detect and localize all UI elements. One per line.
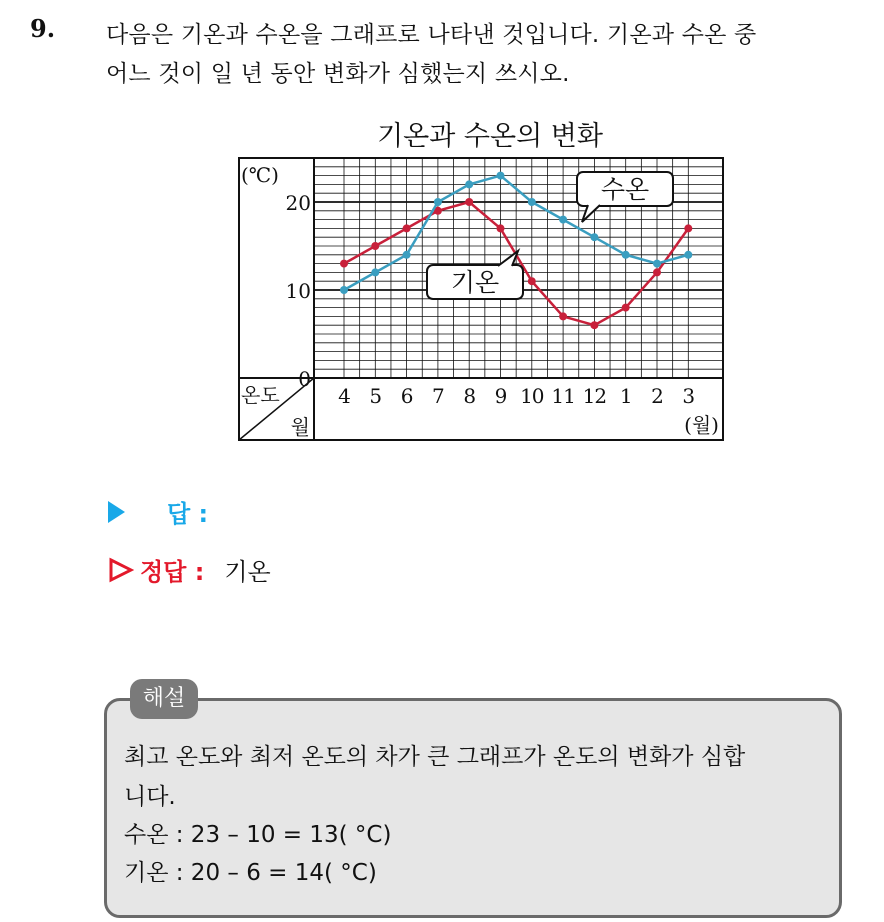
explanation-tag: 해설 [130, 679, 198, 719]
data-point [371, 242, 379, 250]
data-point [653, 260, 661, 268]
data-point [497, 224, 505, 232]
data-point [559, 312, 567, 320]
data-point [653, 268, 661, 276]
data-point [434, 198, 442, 206]
data-point [590, 233, 598, 241]
data-point [403, 224, 411, 232]
data-point [528, 277, 536, 285]
corner-label-bottom: 월 [290, 415, 310, 439]
data-point [465, 198, 473, 206]
correct-answer-row [108, 552, 271, 587]
data-point [340, 286, 348, 294]
x-axis-unit: (월) [684, 413, 719, 437]
corner-label-top: 온도 [241, 383, 280, 407]
x-tick-label: 9 [494, 384, 507, 408]
data-point [371, 268, 379, 276]
explanation-line1: 최고 온도와 최저 온도의 차가 큰 그래프가 온도의 변화가 심합 [124, 744, 746, 770]
data-point [559, 216, 567, 224]
x-tick-label: 3 [682, 384, 695, 408]
chart-title: 기온과 수온의 변화 [377, 121, 603, 152]
correct-answer-value: 기온 [224, 558, 271, 586]
y-axis-unit: (℃) [241, 163, 279, 187]
data-point [622, 251, 630, 259]
answer-row [108, 494, 208, 529]
x-tick-label: 12 [582, 384, 607, 408]
data-point [622, 304, 630, 312]
y-tick-label: 10 [285, 279, 311, 303]
x-tick-label: 8 [463, 384, 476, 408]
x-tick-label: 5 [369, 384, 382, 408]
x-tick-label: 6 [400, 384, 413, 408]
data-point [340, 260, 348, 268]
x-tick-label: 2 [651, 384, 663, 408]
data-point [590, 321, 598, 329]
explanation-line2: 니다. [124, 784, 176, 810]
explanation-line3: 수온 : 23 – 10 = 13( °C) [124, 822, 392, 848]
question-number: 9. [30, 14, 56, 43]
chart-callouts [427, 172, 673, 299]
y-tick-label: 0 [298, 367, 311, 391]
temperature-line-chart [230, 150, 730, 446]
data-point [684, 224, 692, 232]
water-temp-label: 수온 [600, 175, 650, 204]
outline-arrow-icon [108, 557, 134, 583]
play-arrow-icon [108, 501, 125, 523]
y-tick-label: 20 [285, 191, 311, 215]
question-text-line2: 어느 것이 일 년 동안 변화가 심했는지 쓰시오. [106, 61, 570, 87]
explanation-line4: 기온 : 20 – 6 = 14( °C) [124, 860, 377, 886]
x-tick-label: 4 [338, 384, 350, 408]
x-tick-label: 1 [619, 384, 632, 408]
x-tick-label: 7 [432, 384, 444, 408]
data-point [684, 251, 692, 259]
data-point [403, 251, 411, 259]
data-point [528, 198, 536, 206]
answer-label: 답 : [167, 500, 209, 528]
data-point [465, 180, 473, 188]
data-point [497, 172, 505, 180]
question-text-line1: 다음은 기온과 수온을 그래프로 나타낸 것입니다. 기온과 수온 중 [106, 22, 757, 48]
x-tick-label: 11 [551, 384, 575, 408]
correct-answer-label: 정답 : [140, 558, 205, 586]
air-temp-label: 기온 [450, 268, 500, 297]
x-tick-label: 10 [520, 384, 544, 408]
